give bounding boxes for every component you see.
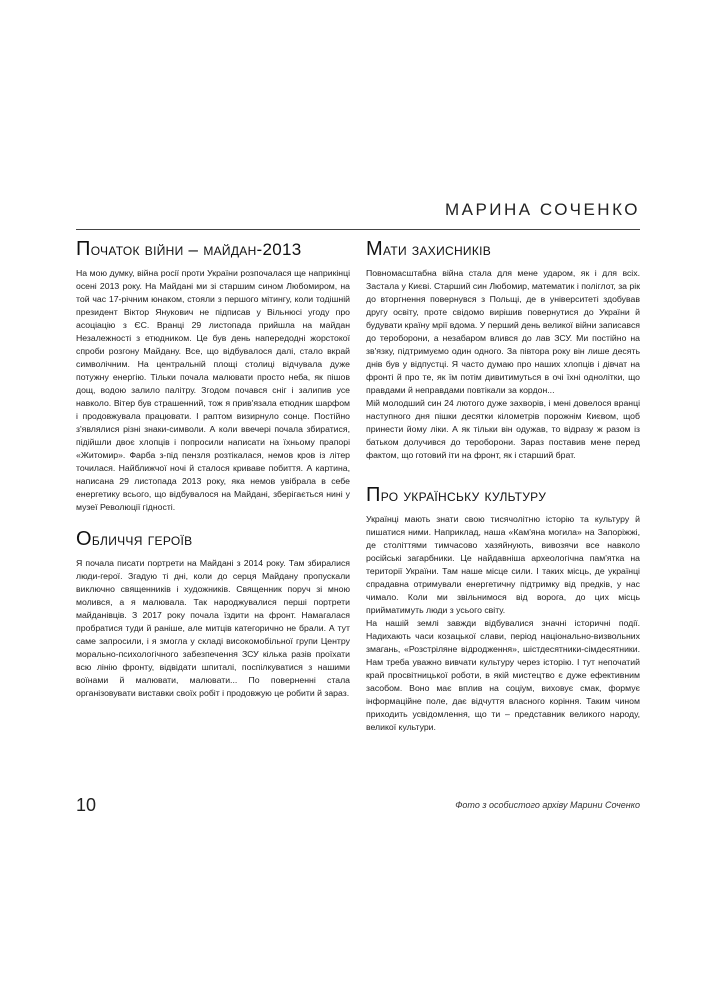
paragraph: На мою думку, війна росії проти України розпочалася ще наприкінці осені 2013 року. На Майдані ми зі старшим сином Любомиром, на той час 17-річним юнаком, стояли з першого мітингу, коли тодішній президент Віктор Янукович не підписав у Вільнюсі угоду про асоціацію з ЄС. Вранці 29 листопада прийшла на майдан Незалежності з етюдником. Це був день напередодні жорстокої спроби розгону Майдану. Все, що відбувалося далі, стало вкрай символічним. На центральній площі столиці відчувала дуже потужну енергію. Тільки почала малювати просто неба, як пішов дощ, водою залило палітру. Згодом почався сніг і залипив усе навколо. Вітер був страшенний, тож я прив'язала етюдник шарфом і продовжувала працювати. І раптом визирнуло сонце. Постійно з'являлися різні знаки-символи. А коли ввечері почала збиратися, підійшли двоє хлопців і попросили написати на їхньому прапорі «Житомир». Фарба з-під пензля розтікалася, немов кров із літер точилася. Найближчої ночі й сталося криваве побиття. А картина, написана 29 листопада 2013 року, яка немов увібрала в себе енергетику всього, що відбувалося на Майдані, зберігається нині у музеї Революції гідності.: [76, 268, 350, 512]
page-number: 10: [76, 795, 97, 815]
paragraph: На нашій землі завжди відбувалися значні історичні події. Надихають часи козацької слави, період національно-визвольних змагань, «Розстріляне відродження», шістдесятники-сімдесятники. Нам треба уважно вивчати культуру через історію. І тут непочатий край просвітницької роботи, в якій мистецтво є дуже ефективним засобом. Воно має вплив на соціум, виховує смак, формує інформаційне поле, дає відчуття власного коріння. Таким чином приходить усвідомлення, що ти – представник великого народу, великої культури.: [366, 618, 640, 732]
header-divider: [76, 229, 640, 230]
section-title: Мати захисників: [366, 238, 492, 260]
section-heroes: [76, 528, 350, 700]
paragraph: Я почала писати портрети на Майдані з 2014 року. Там збиралися люди-герої. Згадую ті дні, коли до серця Майдану пропускали виключно священників і художників. Священник поруч зі мною молився, а я малювала. Так народжувалися перші портрети майданівців. З 2017 року почала їздити на фронт. Намагалася пробратися туди й раніше, але митців категорично не брали. А тут саме запросили, і я змогла у складі високомобільної групи Центру морально-психологічного забезпечення ЗСУ кілька разів проїхати всю лінію фронту, відвідати шпиталі, поспілкуватися з нашими воїнами й малювати, малювати... По поверненні стала організовувати виставки своїх робіт і продовжую це робити й зараз.: [76, 558, 350, 698]
photo-credit: Фото з особистого архіву Марини Соченко: [455, 800, 640, 810]
section-title: Обличчя героїв: [76, 528, 193, 550]
section-mother: [366, 238, 640, 462]
author-name: МАРИНА СОЧЕНКО: [444, 200, 640, 219]
paragraph: Мій молодший син 24 лютого дуже захворів, і мені довелося вранці наступного дня пішки десятки кілометрів порожнім Києвом, щоб принести йому ліки. А як тільки він одужав, то відразу ж разом із батьком долучився до тероборони. Зараз поставив мене перед фактом, що готовий іти на фронт, як і старший брат.: [366, 398, 640, 460]
paragraph: Повномасштабна війна стала для мене ударом, як і для всіх. Застала у Києві. Старший син Любомир, математик і поліглот, за рік до вторгнення повернувся з Польщі, де в університеті здобував другу освіту, проте свідомо вирішив повернутися до України й будувати країну мрії вдома. У перший день великої війни записався до тероборони, а незабаром влився до лав ЗСУ. Ми постійно на зв'язку, підтримуємо один одного. За півтора року він лише десять днів був у відпустці. Я часто думаю про наших хлопців і дівчат на фронті й про те, як їм потім дивитимуться в очі їхні однолітки, що правдами й неправдами повтікали за кордон...: [366, 268, 640, 395]
section-war-start: [76, 238, 350, 514]
section-culture: [366, 484, 640, 734]
section-title: Початок війни – майдан-2013: [76, 238, 302, 260]
section-title: Про українську культуру: [366, 484, 547, 506]
paragraph: Українці мають знати свою тисячолітню історію та культуру й пишатися ними. Наприклад, наша «Кам'яна могила» на Запоріжжі, де століттями тимчасово хазяйнують, вивозячи все навколо російські загарбники. Це найдавніша археологічна пам'ятка на території України. Там наше місце сили. І таких місць, де українці спрадавна отримували енергетичну підтримку від предків, у нас чимало. Коли ми звільнимося від ворога, до цих місць прийматимуть люди з усього світу.: [366, 514, 640, 615]
